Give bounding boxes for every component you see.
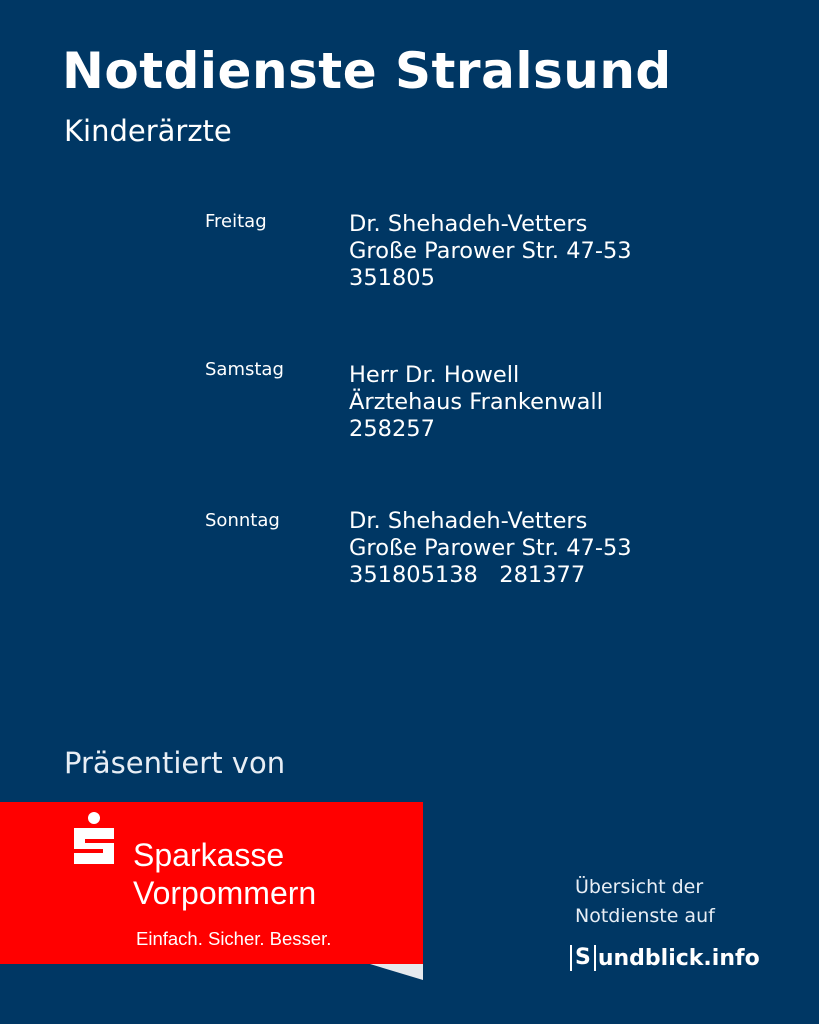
entry-day: Freitag (205, 211, 267, 232)
entry-day: Samstag (205, 359, 284, 380)
doctor-phone: 258257 (349, 416, 435, 442)
doctor-address: Große Parower Str. 47-53 (349, 238, 632, 264)
sundblick-logo[interactable] (570, 945, 760, 971)
sparkasse-name-line2: Vorpommern (133, 875, 317, 911)
entry-day: Sonntag (205, 510, 280, 531)
entry-info (349, 211, 632, 292)
doctor-name: Dr. Shehadeh-Vetters (349, 211, 588, 237)
entry-info (349, 362, 603, 443)
sparkasse-name (133, 836, 316, 912)
doctor-name: Herr Dr. Howell (349, 362, 520, 388)
doctor-phone: 351805 (349, 265, 435, 291)
sparkasse-name-line1: Sparkasse (133, 837, 285, 873)
sparkasse-slogan: Einfach. Sicher. Besser. (136, 928, 332, 949)
sundblick-logo-text: undblick.info (597, 945, 760, 971)
overview-line1: Übersicht der (575, 876, 704, 898)
doctor-name: Dr. Shehadeh-Vetters (349, 508, 588, 534)
page-subtitle: Kinderärzte (64, 114, 232, 148)
overview-line2: Notdienste auf (575, 905, 715, 927)
doctor-address: Ärztehaus Frankenwall (349, 389, 603, 415)
sundblick-logo-s: S (570, 945, 596, 971)
doctor-address: Große Parower Str. 47-53 (349, 535, 632, 561)
page-title: Notdienste Stralsund (62, 42, 672, 100)
presented-by-label: Präsentiert von (64, 746, 286, 780)
sparkasse-logo-icon (72, 812, 116, 868)
sparkasse-banner[interactable] (0, 802, 423, 964)
banner-fold (370, 964, 423, 980)
entry-info (349, 508, 632, 589)
overview-text (575, 873, 715, 931)
doctor-phone: 351805138 281377 (349, 562, 586, 588)
